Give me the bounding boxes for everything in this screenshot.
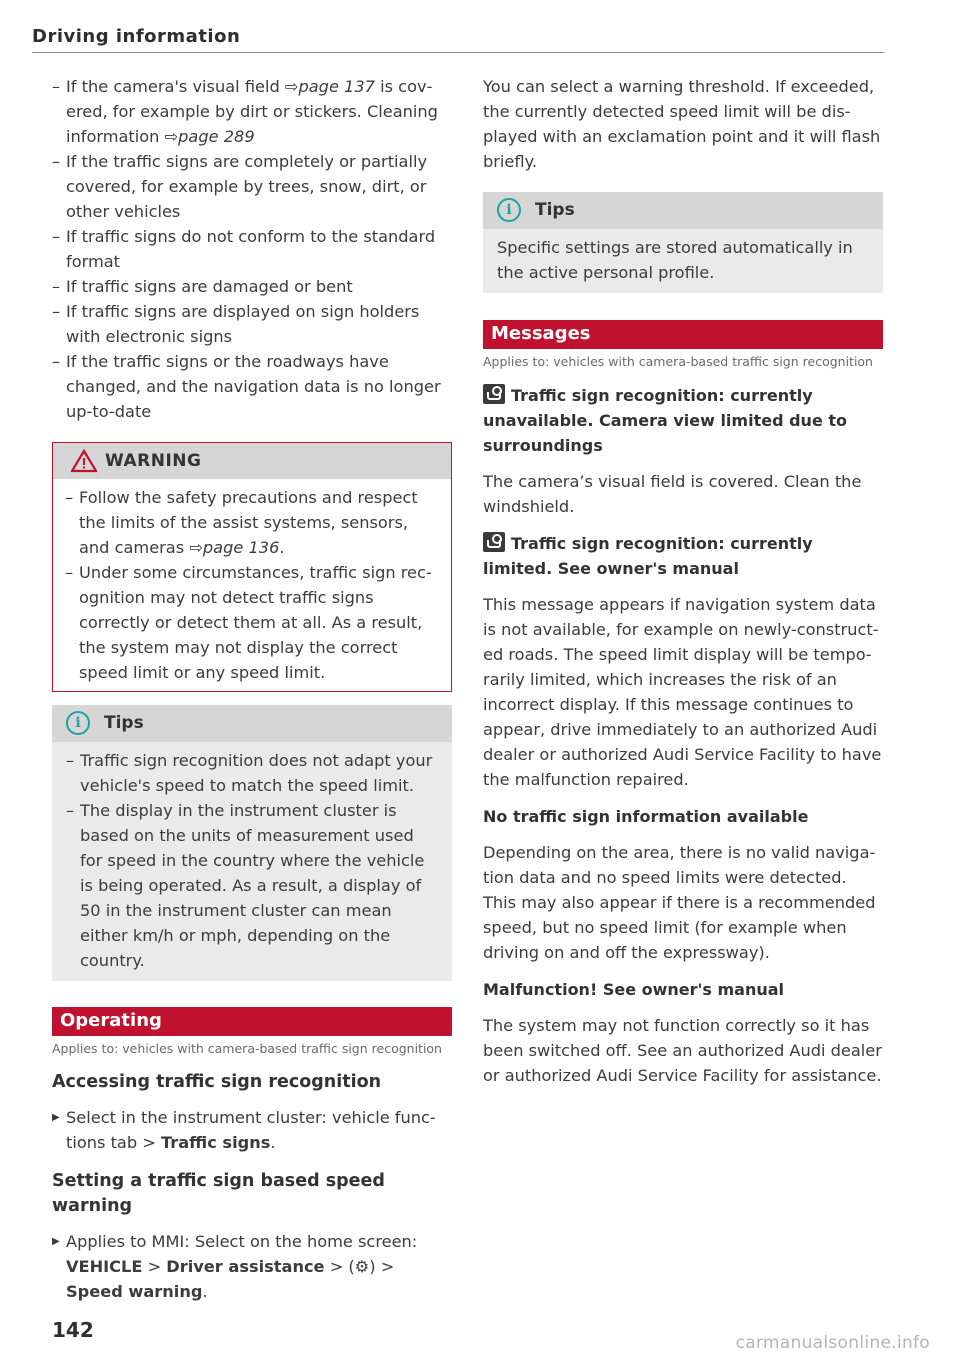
tips-body (483, 229, 883, 293)
page-number: 142 (52, 1318, 94, 1342)
section-heading-bar (483, 320, 883, 349)
warning-header (53, 443, 451, 479)
page-header (32, 24, 884, 53)
subheading: Accessing traffic sign recognition (52, 1072, 382, 1092)
tips-box (52, 705, 452, 981)
info-circle-icon: i (66, 711, 90, 735)
instruction-step: ▶ Select in the instrument cluster: vehicle functions tab > Traffic signs. (52, 1105, 452, 1155)
warning-triangle-icon (71, 449, 97, 473)
page-link[interactable]: page 289 (178, 127, 255, 146)
page-link[interactable]: page 137 (298, 77, 375, 96)
section-title: Messages (491, 323, 591, 344)
applies-note: Applies to: vehicles with camera-based traffic sign recognition (52, 1041, 442, 1056)
list-item: – If the camera's visual field ⇨page 137 is covered, for example by dirt or stickers. Cleaning information ⇨page 289 (52, 74, 452, 149)
list-item: – Under some circumstances, traffic sign recognition may not detect traffic signs correctly or detect them at all. As a result, the system may not display the correct speed limit or any speed limit. (65, 560, 439, 685)
gear-icon: ⚙ (354, 1257, 370, 1276)
section-heading-bar (52, 1007, 452, 1036)
paragraph: You can select a warning threshold. If exceeded, the currently detected speed limit will be displayed with an exclamation point and it will flash briefly. (483, 77, 881, 171)
list-item: – If traffic signs are displayed on sign holders with electronic signs (52, 299, 452, 349)
arrow-right-icon: ⇨ (189, 538, 203, 557)
arrow-right-icon: ⇨ (284, 77, 299, 96)
list-item: – If the traffic signs or the roadways have changed, and the navigation data is no longer up-to-date (52, 349, 452, 424)
left-column (52, 74, 452, 1304)
tips-body (52, 742, 452, 981)
list-item: – Follow the safety precautions and respect the limits of the assist systems, sensors, and cameras ⇨page 136. (65, 485, 439, 560)
list-item: – If the traffic signs are completely or partially covered, for example by trees, snow, dirt, or other vehicles (52, 149, 452, 224)
warning-box (52, 442, 452, 692)
traffic-sign-camera-icon (483, 384, 505, 404)
list-item: – If traffic signs do not conform to the standard format (52, 224, 452, 274)
tips-label: Tips (104, 713, 144, 733)
paragraph: The system may not function correctly so it has been switched off. See an authorized Audi dealer or authorized Audi Service Facility for assistance. (483, 1016, 882, 1085)
list-item: – Traffic sign recognition does not adapt your vehicle's speed to match the speed limit. (66, 748, 440, 798)
right-column (483, 74, 883, 1088)
message-title: Traffic sign recognition: currently limited. See owner's manual (483, 534, 813, 578)
paragraph: Specific settings are stored automatically in the active personal profile. (497, 238, 853, 282)
paragraph: This message appears if navigation system data is not available, for example on newly-constructed roads. The speed limit display will be temporarily limited, which increases the risk of an incorrect display. If this message continues to appear, drive immediately to an authorized Audi dealer or authorized Audi Service Facility to have the malfunction repaired. (483, 595, 882, 789)
warning-label: WARNING (105, 451, 202, 471)
tips-header (483, 192, 883, 229)
info-circle-icon: i (497, 198, 521, 222)
page-title: Driving information (32, 26, 241, 47)
message-title: Traffic sign recognition: currently unavailable. Camera view limited due to surroundings (483, 386, 847, 455)
subheading: Setting a traffic sign based speed warning (52, 1171, 385, 1216)
paragraph: Depending on the area, there is no valid navigation data and no speed limits were detected. This may also appear if there is a recommended speed, but no speed limit (for example when driving on and off the expressway). (483, 843, 876, 962)
instruction-step: ▶ Applies to MMI: Select on the home screen: VEHICLE > Driver assistance > (⚙) > Speed warning. (52, 1229, 452, 1304)
traffic-sign-camera-icon (483, 532, 505, 552)
list-item: – If traffic signs are damaged or bent (52, 274, 452, 299)
list-item: – The display in the instrument cluster is based on the units of measurement used for speed in the country where the vehicle is being operated. As a result, a display of 50 in the instrument cluster can mean either km/h or mph, depending on the country. (66, 798, 440, 973)
applies-note: Applies to: vehicles with camera-based traffic sign recognition (483, 354, 873, 369)
message-title: No traffic sign information available (483, 807, 809, 826)
watermark: carmanualsonline.info (735, 1333, 930, 1353)
tips-box (483, 192, 883, 293)
page-link[interactable]: page 136 (202, 538, 280, 557)
tips-label: Tips (535, 200, 575, 220)
tips-header (52, 705, 452, 742)
warning-body (53, 479, 451, 691)
arrow-right-icon: ⇨ (164, 127, 179, 146)
paragraph: The camera’s visual field is covered. Clean the windshield. (483, 472, 862, 516)
section-title: Operating (60, 1010, 162, 1031)
message-title: Malfunction! See owner's manual (483, 980, 785, 999)
